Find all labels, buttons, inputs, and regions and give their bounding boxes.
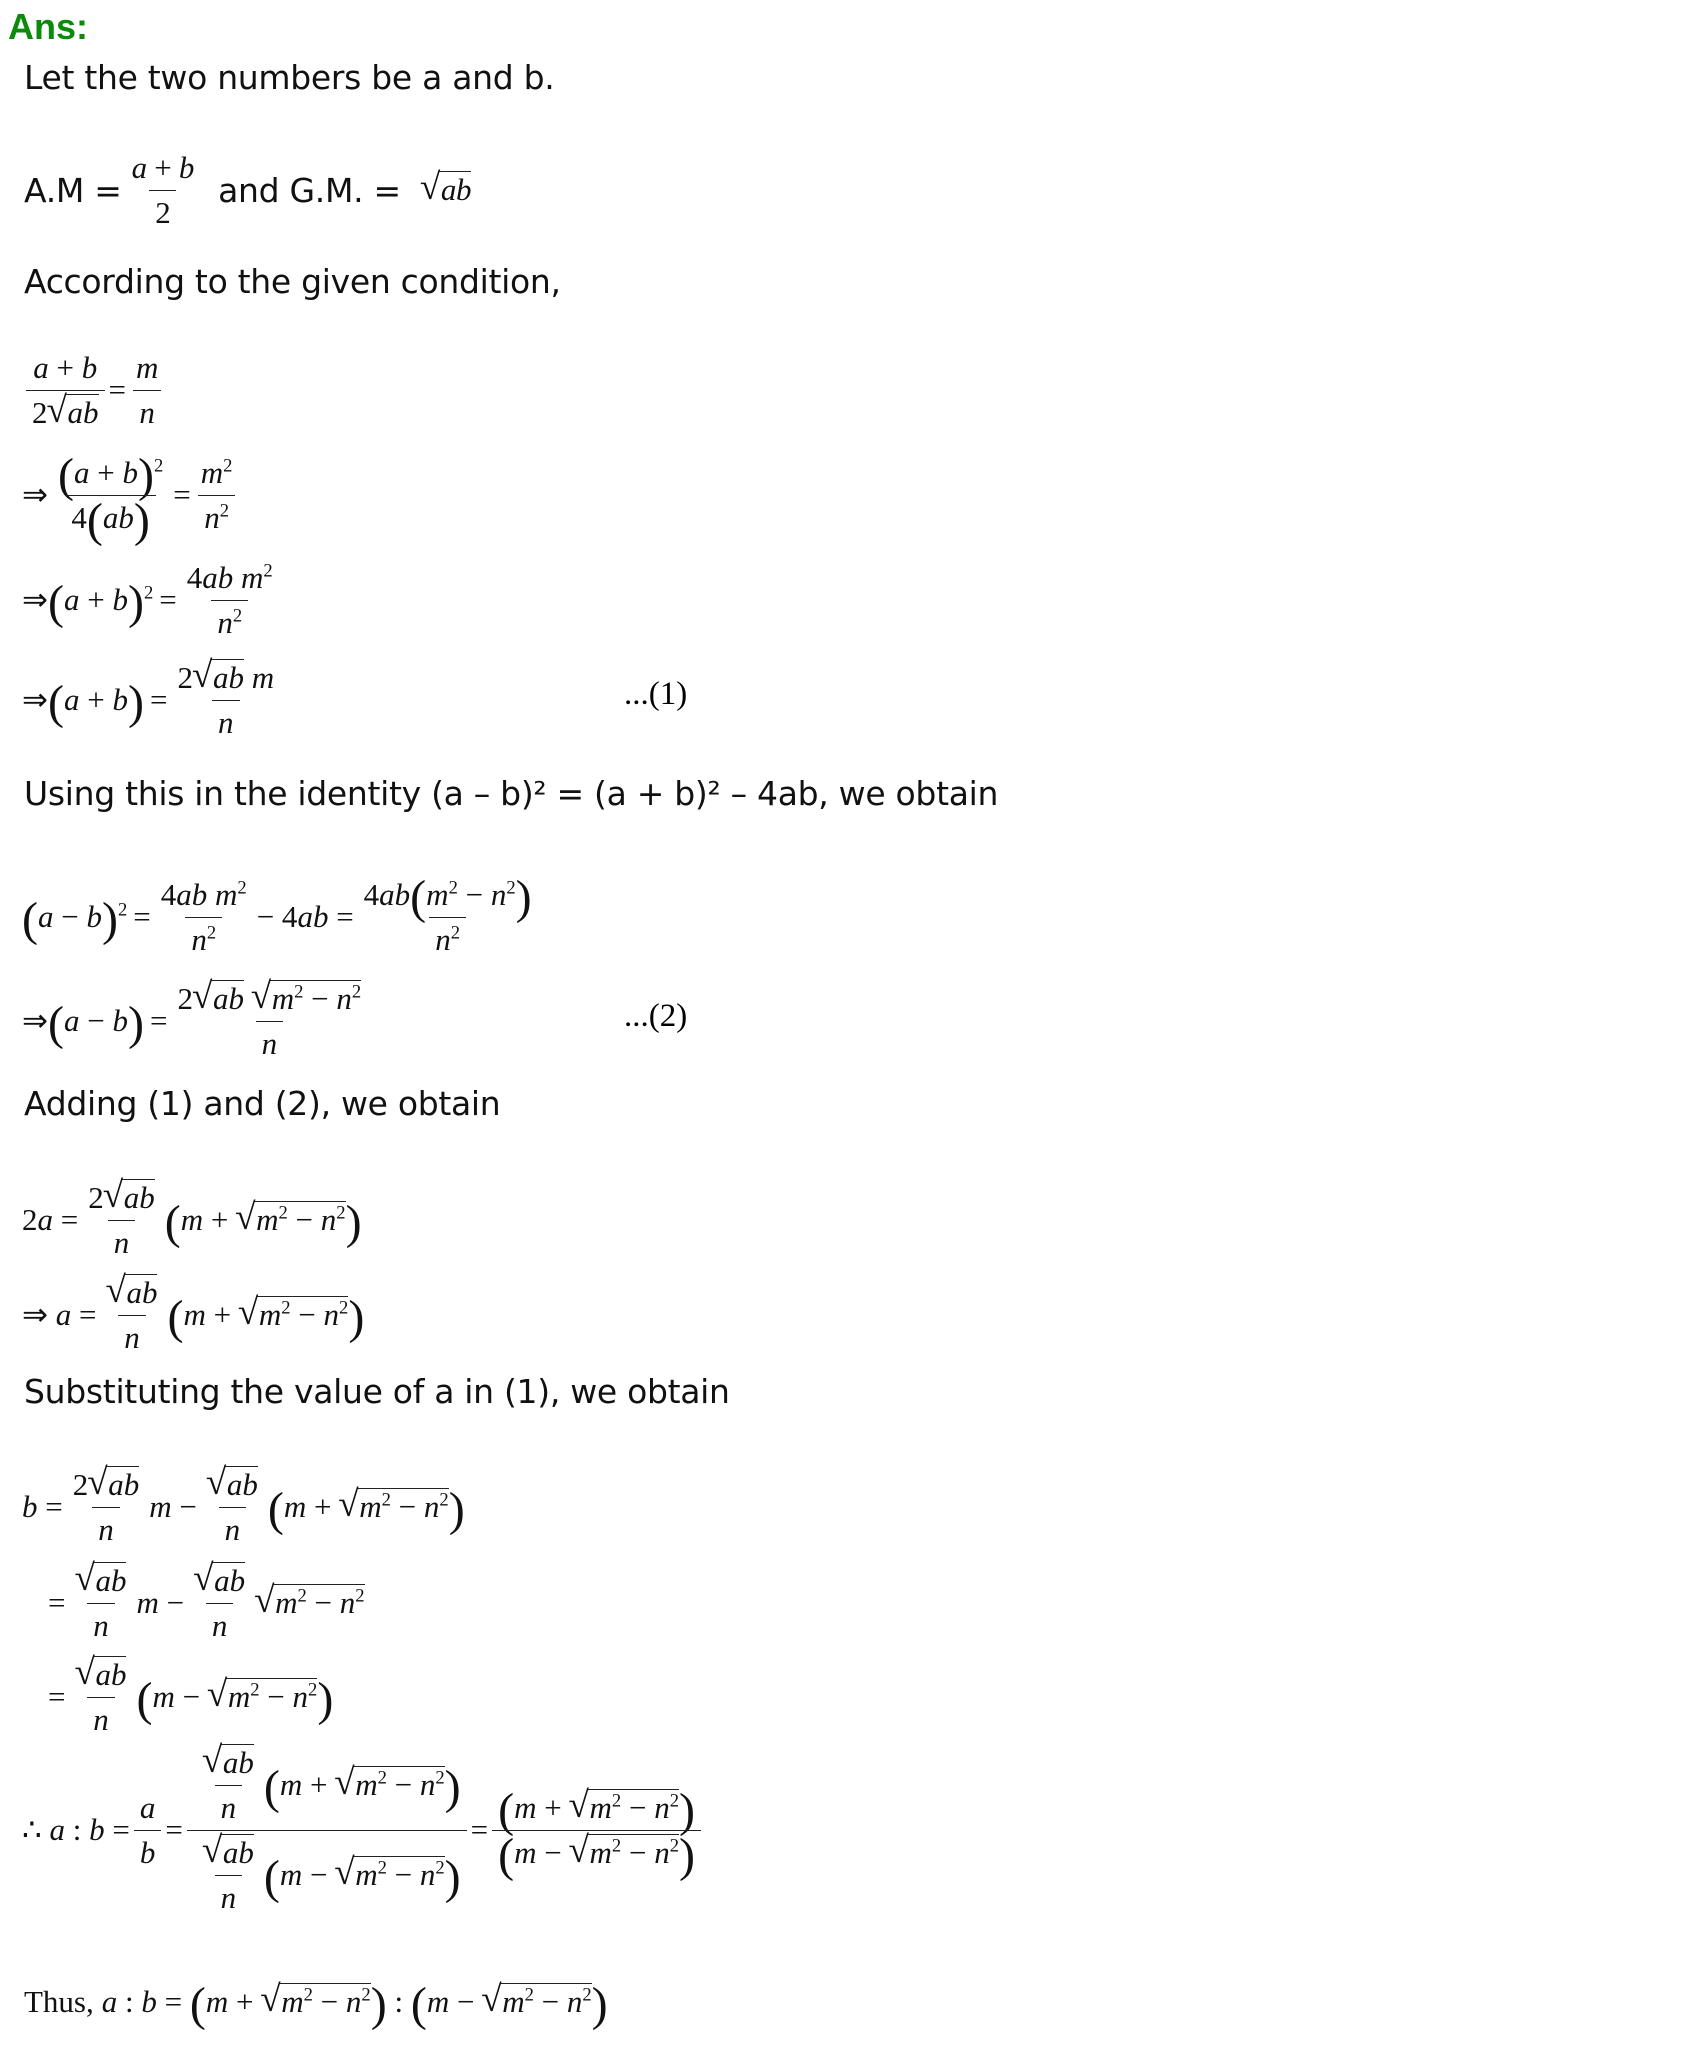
equation-tag-1: ...(1) bbox=[624, 676, 688, 712]
answer-heading: Ans: bbox=[8, 6, 88, 47]
identity-text: Using this in the identity (a – b)² = (a + b)² – 4ab, we obtain bbox=[24, 774, 999, 813]
thus-label: Thus, bbox=[24, 1984, 94, 2019]
equation-sum-squared: ⇒(a + b)$^2$ = $\frac{4ab m^2}{n^2}$ bbox=[22, 559, 273, 640]
equation-1: ⇒(a + b) = $\frac{\text{2√ ab m}}{n}$ bbox=[22, 650, 284, 750]
intro-text: Let the two numbers be a and b. bbox=[24, 58, 555, 97]
equation-b-step-2: = √ $\frac{ab}{n}$ m − √ $\frac{ab}{n}$ √ $m^2 - n^2$ bbox=[48, 1548, 365, 1658]
equation-a: ⇒ a = √ $\frac{ab}{n}$ (m + √ $m^2 - n^2$) bbox=[22, 1260, 364, 1370]
according-text: According to the given condition, bbox=[24, 262, 561, 301]
equation-ratio-ab: ∴ a : b = $\frac{a}{b}$ = √ $\frac{ab}{n}$ (m + √ $m^2 - n^2$) √ $\frac{ab}{n}$ (m − √ $m^2 - n^2$) = $\frac{(m + √ m^2 - n^2)}{(m - √ m^2 - n^2)}$ bbox=[22, 1740, 705, 1920]
gm-label: and G.M. = bbox=[218, 170, 401, 210]
conclusion-line: Thus, a : b = (m + √ $m^2 - n^2$) : (m − √ $m^2 - n^2$) bbox=[24, 1962, 608, 2042]
equation-ratio: $\frac{a + b}{2√ ab}$ = $\frac{m}{n}$ bbox=[22, 340, 168, 440]
equation-2: ⇒(a − b) = $\frac{2√ ab √ m^2 - n^2}{n}$ bbox=[22, 966, 371, 1076]
am-fraction: $\frac{a + b}{2}$ bbox=[131, 149, 195, 230]
gm-expression: √ ab bbox=[421, 172, 471, 208]
adding-text: Adding (1) and (2), we obtain bbox=[24, 1084, 501, 1123]
equation-tag-2: ...(2) bbox=[624, 998, 688, 1034]
am-label: A.M = bbox=[24, 170, 122, 210]
equation-b: b = $\frac{2√ ab}{n}$ m − √ $\frac{ab}{n}$ (m + √ $m^2 - n^2$) bbox=[22, 1452, 465, 1562]
equation-squared-ratio: ⇒ $\frac{(a + b)^2}{4(ab)}$ = $\frac{m^2}{n^2}$ bbox=[22, 445, 242, 545]
equation-2a: 2a = $\frac{2√ ab}{n}$ (m + √ $m^2 - n^2$) bbox=[22, 1165, 362, 1275]
substituting-text: Substituting the value of a in (1), we obtain bbox=[24, 1372, 730, 1411]
am-gm-line bbox=[24, 140, 471, 240]
equation-b-step-3: = √ $\frac{ab}{n}$ (m − √ $m^2 - n^2$) bbox=[48, 1642, 333, 1752]
equation-difference-squared: $(a - b)^2$ = $\frac{4ab m^2}{n^2}$ − 4ab = $\frac{4ab(m^2 - n^2)}{n^2}$ bbox=[22, 870, 532, 957]
